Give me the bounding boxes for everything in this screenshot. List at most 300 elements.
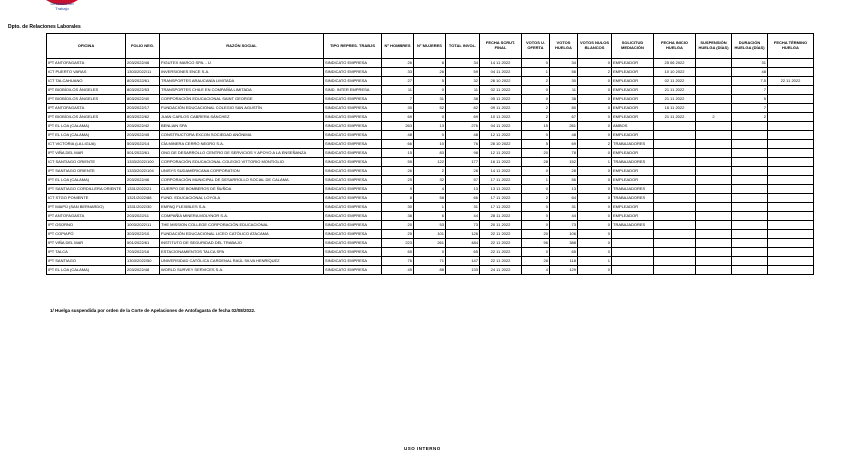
table-cell: EMPAQ FLEXIBLES S.A. [160, 203, 324, 212]
table-cell [732, 248, 768, 257]
table-cell [612, 230, 654, 239]
table-cell: 152 [550, 158, 578, 167]
table-body [47, 59, 814, 275]
table-cell: 04 11 2022 [480, 68, 522, 77]
table-cell: 0 [578, 194, 612, 203]
table-cell: 203/2022/45 [126, 131, 160, 140]
table-cell [768, 212, 814, 221]
table-cell: 78 [550, 149, 578, 158]
table-cell [732, 257, 768, 266]
table-cell: 129 [550, 266, 578, 275]
table-cell [768, 221, 814, 230]
column-header: VOTOS U. OFERTA [522, 34, 550, 59]
table-cell: 0 [578, 230, 612, 239]
table-cell: 56 [550, 68, 578, 77]
table-cell [654, 176, 696, 185]
table-cell: 203/2022/46 [126, 176, 160, 185]
table-cell: 0 [578, 122, 612, 131]
table-row [47, 221, 814, 230]
column-header: TIPO REPRES. TRABJS [324, 34, 382, 59]
table-cell [732, 230, 768, 239]
table-cell: 0 [414, 86, 446, 95]
table-cell [654, 122, 696, 131]
table-cell [612, 266, 654, 275]
table-cell: EMPLEADOR [612, 131, 654, 140]
table-cell [654, 266, 696, 275]
table-cell [654, 239, 696, 248]
table-cell [732, 221, 768, 230]
table-row [47, 176, 814, 185]
table-cell [732, 176, 768, 185]
table-row [47, 122, 814, 131]
table-cell: 11 [446, 86, 480, 95]
table-cell: IPT VIÑA DEL MAR [47, 239, 126, 248]
table-cell: 31 [550, 203, 578, 212]
table-cell: 21 11 2022 [654, 95, 696, 104]
table-cell: 26 [382, 59, 414, 68]
table-cell: 0 [578, 212, 612, 221]
table-cell [612, 257, 654, 266]
table-cell: SINDICATO EMPRESA [324, 203, 382, 212]
table-cell: 0 [578, 77, 612, 86]
table-cell: EMPLEADOR [612, 113, 654, 122]
table-cell: SINDICATO EMPRESA [324, 221, 382, 230]
table-cell: 223 [382, 239, 414, 248]
table-cell: 38 [550, 95, 578, 104]
table-cell: 22 11 2022 [768, 77, 814, 86]
table-cell: 7 [382, 95, 414, 104]
table-cell: THE MISSION COLLEGE CORPORACIÓN EDUCACIONAL [160, 221, 324, 230]
table-cell: 5 [414, 77, 446, 86]
table-cell: EMPLEADOR [612, 68, 654, 77]
table-cell: 4 [522, 266, 550, 275]
table-cell: 69 [550, 140, 578, 149]
table-cell: 65 [446, 248, 480, 257]
table-cell: SINDICATO EMPRESA [324, 122, 382, 131]
table-cell [696, 95, 732, 104]
table-cell: 203/2022/11 [126, 212, 160, 221]
table-cell [654, 158, 696, 167]
table-cell [654, 212, 696, 221]
table-cell: SINDICATO EMPRESA [324, 176, 382, 185]
table-cell: IPT EL LOA (CALAMA) [47, 122, 126, 131]
table-cell: WORLD SURVEY SERVICES S.A. [160, 266, 324, 275]
table-cell: IPT ANTOFAGASTA [47, 104, 126, 113]
table-cell: 05 11 2022 [480, 95, 522, 104]
table-cell [768, 131, 814, 140]
table-cell: SINDICATO EMPRESA [324, 239, 382, 248]
table-cell [696, 122, 732, 131]
table-cell: 20 [522, 149, 550, 158]
table-cell: SINDICATO EMPRESA [324, 59, 382, 68]
table-cell: EMPLEADOR [612, 212, 654, 221]
table-cell: 21 11 2022 [654, 86, 696, 95]
table-cell: 1 [414, 203, 446, 212]
table-cell: 147 [446, 257, 480, 266]
table-row [47, 77, 814, 86]
table-cell: 0 [414, 248, 446, 257]
table-cell [732, 194, 768, 203]
table-cell: BENLIAN SPA [160, 122, 324, 131]
table-cell: 203/2022/46 [126, 59, 160, 68]
table-cell: 2 [522, 113, 550, 122]
table-cell [654, 194, 696, 203]
column-header: SUSPENSIÓN HUELGA (DÍAS) [696, 34, 732, 59]
table-cell: 1331/2022/30 [126, 203, 160, 212]
table-cell: TRANSPORTES ARAUCANÍA LIMITADA [160, 77, 324, 86]
table-cell [696, 212, 732, 221]
bottom-label: USO INTERNO [404, 446, 441, 451]
column-header: DURACIÓN HUELGA (DÍAS) [732, 34, 768, 59]
table-cell: 0 [522, 248, 550, 257]
table-cell: 9 [382, 185, 414, 194]
table-cell: 10 [414, 140, 446, 149]
table-header-row [47, 34, 814, 59]
column-header: FECHA SCRUT. FINAL [480, 34, 522, 59]
table-cell: 2 [522, 194, 550, 203]
table-cell: IPT ANTOFAGASTA [47, 59, 126, 68]
table-cell [768, 140, 814, 149]
table-cell: CORPORACIÓN EDUCACIONAL SAINT GEORGE [160, 95, 324, 104]
table-cell: SINDICATO EMPRESA [324, 68, 382, 77]
table-cell: 4 [414, 185, 446, 194]
table-cell: 76 [382, 257, 414, 266]
footnote: 1/ Huelga suspendida por orden de la Corte de Apelaciones de Antofagasta de fecha 02/08/2022. [50, 308, 256, 313]
table-cell: ICT STGO PONIENTE [47, 194, 126, 203]
table-cell: 303/2022/10 [126, 230, 160, 239]
table-cell: FUNDACIÓN EDUCACIONAL LICEO CATÓLICO ATACAMA [160, 230, 324, 239]
table-cell: 2 [522, 104, 550, 113]
column-header: VOTOS HUELGA [550, 34, 578, 59]
table-cell: 26 [414, 68, 446, 77]
table-cell: 276 [446, 122, 480, 131]
table-cell: 0 [522, 95, 550, 104]
table-cell: IPT SANTIAGO CORDILLERA ORIENTE [47, 185, 126, 194]
table-cell: 1333/2022/104 [126, 167, 160, 176]
table-cell [768, 113, 814, 122]
table-cell [768, 104, 814, 113]
table-cell: 0 [522, 59, 550, 68]
table-cell: 33 [382, 68, 414, 77]
table-cell: 15 [522, 122, 550, 131]
table-cell [696, 77, 732, 86]
table-cell: TRABAJADORES [612, 221, 654, 230]
table-cell: SINDICATO EMPRESA [324, 248, 382, 257]
table-cell: IPT EL LOA (CALAMA) [47, 176, 126, 185]
table-cell [696, 194, 732, 203]
table-cell: 203/2022/42 [126, 122, 160, 131]
table-cell: 1303/2022/11 [126, 68, 160, 77]
table-cell: 65 [382, 248, 414, 257]
table-cell [768, 86, 814, 95]
table-cell: 203/2022/17 [126, 104, 160, 113]
table-cell: 25 [382, 230, 414, 239]
table-cell: SINDICATO EMPRESA [324, 140, 382, 149]
table-cell: IPT VIÑA DEL MAR [47, 149, 126, 158]
table-cell: 20 [522, 230, 550, 239]
table-cell: 13 11 2022 [480, 185, 522, 194]
table-cell: TRABAJADORES [612, 140, 654, 149]
table-cell: 53 [414, 221, 446, 230]
table-cell: 17 11 2022 [480, 176, 522, 185]
table-row [47, 158, 814, 167]
table-cell [768, 257, 814, 266]
table-cell: 26 [382, 167, 414, 176]
table-cell: UNISYS SUDAMERICANA CORPORATION [160, 167, 324, 176]
table-cell: CONSTRUCTORA EXCON SOCIEDAD ANÓNIMA [160, 131, 324, 140]
table-cell [696, 185, 732, 194]
table-cell: 13 [550, 185, 578, 194]
table-cell: 5 [522, 140, 550, 149]
table-cell: EMPLEADOR [612, 149, 654, 158]
table-cell [768, 248, 814, 257]
table-cell: 71 [414, 257, 446, 266]
table-cell: 0 [578, 221, 612, 230]
table-cell: SINDICATO EMPRESA [324, 131, 382, 140]
table-cell: 04 11 2022 [480, 122, 522, 131]
table-cell: TRABAJADORES [612, 185, 654, 194]
table-cell [768, 230, 814, 239]
table-cell: 101 [414, 230, 446, 239]
table-row [47, 257, 814, 266]
logo-line-2: Trabajo [55, 5, 69, 11]
table-cell [696, 248, 732, 257]
table-cell: 118 [550, 257, 578, 266]
table-cell [768, 59, 814, 68]
table-cell: 501/2022/61 [126, 149, 160, 158]
table-cell: 64 [550, 194, 578, 203]
table-cell: 48 [446, 131, 480, 140]
table-cell: INVERSIONES ENCE S.A. [160, 68, 324, 77]
table-cell: 76 [446, 140, 480, 149]
table-cell: 0 [522, 185, 550, 194]
table-cell: 0 [578, 113, 612, 122]
table-row [47, 194, 814, 203]
table-cell: IPT BIOBÍO/LOS ÁNGELES [47, 113, 126, 122]
table-cell: 1 [578, 158, 612, 167]
table-cell: 25 06 2022 [654, 59, 696, 68]
table-cell: 30 [550, 77, 578, 86]
table-cell: 14 11 2022 [480, 59, 522, 68]
table-cell: SINDICATO EMPRESA [324, 230, 382, 239]
table-cell: 388 [550, 239, 578, 248]
table-cell: CÍA MINERA CERRO NEGRO S.A. [160, 140, 324, 149]
table-cell: 17 11 2022 [480, 203, 522, 212]
table-cell: 96 [522, 239, 550, 248]
table-cell [696, 221, 732, 230]
table-cell: IPT MAIPÚ (SAN BERNARDO) [47, 203, 126, 212]
table-cell [696, 149, 732, 158]
table-cell: EMPLEADOR [612, 77, 654, 86]
table-cell: 11 [382, 86, 414, 95]
table-cell: 0 [522, 203, 550, 212]
column-header: VOTOS NULOS BLANCOS [578, 34, 612, 59]
table-cell: 1003/2022/11 [126, 221, 160, 230]
table-cell [768, 68, 814, 77]
table-cell: 22 11 2022 [480, 257, 522, 266]
table-row [47, 167, 814, 176]
table-cell [768, 239, 814, 248]
table-cell: 28 10 2022 [480, 140, 522, 149]
table-cell: 12 11 2022 [480, 131, 522, 140]
table-row [47, 203, 814, 212]
table-cell: 28 10 2022 [480, 77, 522, 86]
table-cell: 16 11 2022 [654, 104, 696, 113]
table-cell: 0 [522, 212, 550, 221]
table-cell: 1321/2022/88 [126, 194, 160, 203]
table-cell: 52 [414, 104, 446, 113]
table-cell: 0 [578, 239, 612, 248]
table-cell: IPT BIOBÍO/LOS ÁNGELES [47, 86, 126, 95]
table-cell: 69 [382, 113, 414, 122]
table-cell [732, 212, 768, 221]
table-cell [768, 176, 814, 185]
table-cell: 56 [550, 176, 578, 185]
table-cell: 10 11 2022 [480, 113, 522, 122]
table-cell [696, 86, 732, 95]
table-cell: 1333/2022/100 [126, 158, 160, 167]
table-cell: 803/2022/62 [126, 113, 160, 122]
table-cell: 0 [578, 59, 612, 68]
table-row [47, 59, 814, 68]
table-cell [696, 203, 732, 212]
table-row [47, 95, 814, 104]
table-cell: 703/2022/16 [126, 248, 160, 257]
table-cell [732, 122, 768, 131]
table-cell: 1331/2022/21 [126, 185, 160, 194]
table-cell: ICT PUERTO VARAS [47, 68, 126, 77]
table-cell: 0 [578, 185, 612, 194]
table-cell: 2 [578, 140, 612, 149]
table-cell: FUND. EDUCACIONAL LOYOLA [160, 194, 324, 203]
table-cell: 31 [732, 59, 768, 68]
table-cell: 66 [382, 140, 414, 149]
table-cell [696, 239, 732, 248]
table-cell: 1 [578, 257, 612, 266]
table-cell: 1 [522, 176, 550, 185]
table-cell: TRANSPORTES CHILE EN COMPAÑÍA LIMITADA [160, 86, 324, 95]
table-cell: 484 [446, 239, 480, 248]
table-cell: IPT OSORNO [47, 221, 126, 230]
table-cell [732, 131, 768, 140]
table-cell [768, 266, 814, 275]
table-cell: 177 [446, 158, 480, 167]
table-cell: 44 [550, 212, 578, 221]
table-cell [654, 203, 696, 212]
table-cell: 0 [578, 131, 612, 140]
table-cell: 0 [578, 248, 612, 257]
table-cell: FIGUTEX MARCO SPA. - U [160, 59, 324, 68]
table-cell: 30 [382, 203, 414, 212]
table-cell: IPT COPIAPÓ [47, 230, 126, 239]
table-cell: ESTACIONAMIENTOS TALCA SPA [160, 248, 324, 257]
table-cell: 69 [446, 113, 480, 122]
table-cell: EMPLEADOR [612, 167, 654, 176]
table-cell: 14 11 2022 [480, 167, 522, 176]
table-cell: 122 [414, 158, 446, 167]
table-cell: 22 11 2022 [480, 230, 522, 239]
table-cell: 59 [446, 68, 480, 77]
table-cell: SINDICATO EMPRESA [324, 158, 382, 167]
table-cell [732, 203, 768, 212]
table-cell: 27 [382, 77, 414, 86]
table-cell: 0 [522, 221, 550, 230]
table-cell: ICT VICTORIA (LA LIGUA) [47, 140, 126, 149]
table-cell: 133 [446, 266, 480, 275]
table-cell [696, 59, 732, 68]
table-cell [768, 158, 814, 167]
table-cell: 31 [446, 203, 480, 212]
table-cell: 55 [382, 158, 414, 167]
table-cell: 58 [414, 194, 446, 203]
table-cell: IPT EL LOA (CALAMA) [47, 131, 126, 140]
table-cell: SINDICATO EMPRESA [324, 266, 382, 275]
table-cell: EMPLEADOR [612, 95, 654, 104]
table-cell: 88 [414, 266, 446, 275]
table-cell: 6 [414, 212, 446, 221]
table-cell: 106 [550, 230, 578, 239]
table-row [47, 113, 814, 122]
table-cell: 8 [414, 59, 446, 68]
table-cell: 2 [522, 77, 550, 86]
table-cell: SIND. INTER EMPRESA [324, 86, 382, 95]
table-cell: 501/2022/61 [126, 239, 160, 248]
table-cell: 0 [578, 95, 612, 104]
table-cell: 73 [446, 221, 480, 230]
table-cell: 2 [578, 68, 612, 77]
table-cell: 0 [578, 167, 612, 176]
table-cell [654, 221, 696, 230]
table-cell [696, 131, 732, 140]
table-cell: 28 [446, 167, 480, 176]
strike-table [46, 33, 814, 275]
table-row [47, 104, 814, 113]
table-row [47, 230, 814, 239]
table-cell: 20 [382, 221, 414, 230]
table-cell [768, 149, 814, 158]
column-header: N° MUJERES [414, 34, 446, 59]
table-cell: EMPLEADOR [612, 86, 654, 95]
table-cell: 2 [732, 113, 768, 122]
table-cell: 13 [414, 122, 446, 131]
table-cell: 09 11 2022 [480, 104, 522, 113]
table-cell: 57 [446, 176, 480, 185]
table-cell: SINDICATO EMPRESA [324, 167, 382, 176]
table-cell: UNIVERSIDAD CATÓLICA CARDENAL RAÚL SILVA HENRÍQUEZ [160, 257, 324, 266]
table-row [47, 68, 814, 77]
table-cell [768, 194, 814, 203]
table-cell: 5 [732, 95, 768, 104]
table-cell: 11 [550, 86, 578, 95]
table-cell: 803/2022/61 [126, 77, 160, 86]
table-cell: 24 11 2022 [480, 266, 522, 275]
table-cell: 66 [446, 194, 480, 203]
table-cell: 0 [414, 131, 446, 140]
table-cell: 126 [446, 230, 480, 239]
column-header: OFICINA [47, 34, 126, 59]
table-cell: 0 [522, 167, 550, 176]
table-cell: 7,5 [732, 77, 768, 86]
table-cell: 2 [696, 113, 732, 122]
table-cell: 83 [414, 149, 446, 158]
table-cell: 0 [578, 266, 612, 275]
table-cell: EMPLEADOR [612, 59, 654, 68]
table-cell: INSTITUTO DE SEGURIDAD DEL TRABAJO [160, 239, 324, 248]
table-cell: 803/2022/40 [126, 95, 160, 104]
table-cell: 32 [414, 176, 446, 185]
table-cell: SINDICATO EMPRESA [324, 95, 382, 104]
table-cell: 13 [446, 185, 480, 194]
